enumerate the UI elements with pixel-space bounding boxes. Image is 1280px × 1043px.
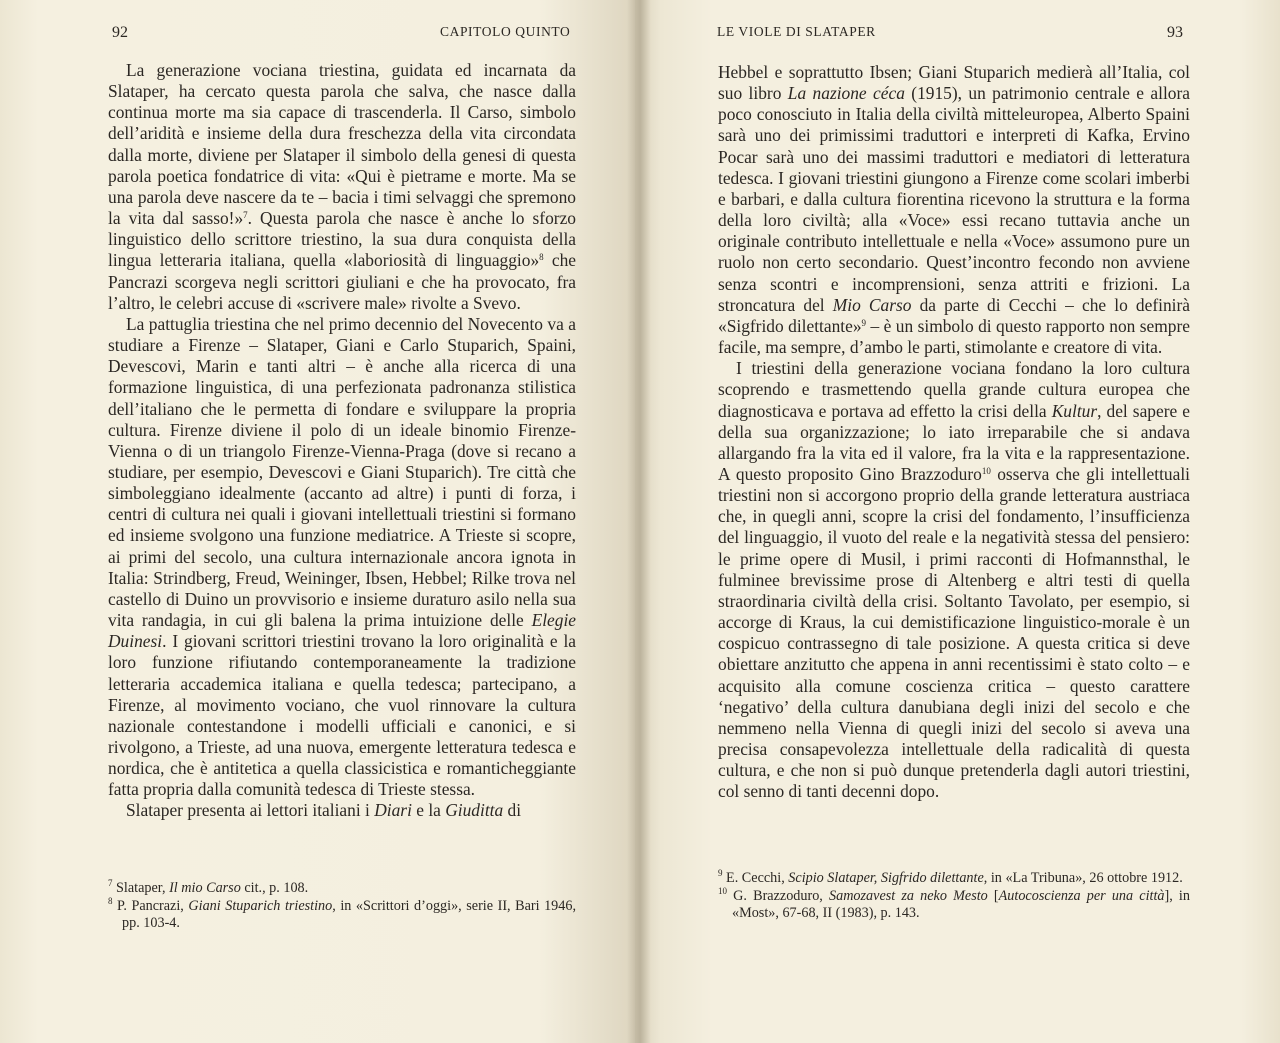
footnote: $^8$ P. Pancrazi, Giani Stuparich triestino, in «Scrittori d’oggi», serie II, Bari 1946, pp. 103-4. bbox=[108, 895, 577, 931]
left-footnotes bbox=[108, 880, 576, 933]
footnote-ref[interactable]: 9 bbox=[861, 317, 867, 328]
paragraph: La generazione vociana triestina, guidata ed incarnata da Slataper, ha cercato questa parola che salva, che nasce dalla continua morte ma sia capace di trascenderla. Il Carso, simbolo dell’aridità e insieme della dura freschezza della vita circondata dalla morte, diviene per Slataper il simbolo della genesi di questa parola poetica fondatrice di vita: «Qui è pietrame e morte. Ma se una parola deve nascere da te – bacia i timi selvaggi che spremono la vita dal sasso!»$^7$. Questa parola che nasce è anche lo sforzo linguistico dello scrittore triestino, la sua dura conquista della lingua letteraria italiana, quella «laboriosità di linguaggio»$^8$ che Pancrazi scorgeva negli scrittori giuliani e che ha provocato, fra l’altro, le celebri accuse di «scrivere male» rivolte a Svevo. bbox=[108, 60, 577, 313]
paragraph: La pattuglia triestina che nel primo decennio del Novecento va a studiare a Firenze – Slataper, Giani e Carlo Stuparich, Spaini, Devescovi, Marin e tanti altri – è anche alla ricerca di una formazione linguistica, di una perfezionata padronanza stilistica dell’italiano che le permetta di fondare e sviluppare la propria cultura. Firenze diviene il polo di un ideale binomio Firenze-Vienna o di un triangolo Firenze-Vienna-Praga (dove si recano a studiare, per esempio, Devescovi e Giani Stuparich). Tre città che simboleggiano idealmente (accanto ad altre) i punti di forza, i centri di cultura nei quali i giovani intellettuali triestini si formano ed insieme svolgono una funzione mediatrice. A Trieste si scopre, ai primi del secolo, una cultura internazionale ancora ignota in Italia: Strindberg, Freud, Weininger, Ibsen, Hebbel; Rilke trova nel castello di Duino un provvisorio e insieme duraturo asilo nella sua vita randagia, in cui gli balena la prima intuizione delle Elegie Duinesi. I giovani scrittori triestini trovano la loro originalità e la loro funzione rifiutando contemporaneamente la tradizione letteraria accademica italiana e quella tedesca; partecipano, a Firenze, al movimento vociano, che vuol rinnovare la cultura nazionale contestandone i modelli ufficiali e canonici, e si rivolgono, a Trieste, ad una nuova, emergente letteratura tedesca e nordica, che è antitetica a quella classicistica e romanticheggiante fatta propria dalla comunità tedesca di Trieste stessa. bbox=[108, 313, 576, 800]
left-running-head: CAPITOLO QUINTO bbox=[440, 24, 571, 39]
paragraph: I triestini della generazione vociana fondano la loro cultura scoprendo e trasmettendo quella grande cultura europea che diagnosticava e portava ad effetto la crisi della Kultur, del sapere e della sua organizzazione; lo iato irreparabile che si andava allargando fra la vita ed il valore, fra la vita e la rappresentazione. A questo proposito Gino Brazzoduro$^{10}$ osserva che gli intellettuali triestini non si accorgono proprio della grande letteratura austriaca che, in quegli anni, scopre la crisi del fondamento, l’insufficienza del linguaggio, il vuoto del reale e la negatività stessa del pensiero: le prime opere di Musil, i primi racconti di Hofmannsthal, le fulminee brevissime prose di Altenberg e altri testi di quella straordinaria civiltà della crisi. Soltanto Tavolato, per esempio, si accorge di Kraus, la cui demistificazione linguistico-morale è un cospicuo contrassegno di tale posizione. A questa critica si deve obiettare anzitutto che appena in anni recentissimi è stato colto – e acquisito alla comune coscienza critica – questo carattere ‘negativo’ della cultura danubiana degli inizi del secolo e che nemmeno nella Vienna di quegli inizi del secolo si aveva una precisa consapevolezza intellettuale della radicalità di questa cultura, e che non si può dunque pretenderla dagli autori triestini, col senno di tanti decenni dopo. bbox=[718, 358, 1190, 802]
paragraph: Slataper presenta ai lettori italiani i Diari e la Giuditta di bbox=[126, 800, 522, 821]
left-body-text bbox=[108, 60, 576, 822]
left-page-number: 92 bbox=[112, 24, 128, 41]
paragraph: Hebbel e soprattutto Ibsen; Giani Stuparich medierà all’Italia, col suo libro La nazione céca (1915), un patrimonio centrale e allora poco conosciuto in Italia della civiltà mitteleuropea, Alberto Spaini sarà uno dei primissimi traduttori e interpreti di Kafka, Ervino Pocar sarà uno dei massimi traduttori e mediatori di letteratura tedesca. I giovani triestini giungono a Firenze come scolari imberbi e barbari, e dalla cultura fiorentina ricevono la struttura e la forma della loro civiltà; alla «Voce» essi recano tuttavia anche un originale contributo intellettuale e nella «Voce» assumono pure un ruolo non certo secondario. Quest’incontro fecondo non avviene senza scontri e incomprensioni, senza attriti e frizioni. La stroncatura del Mio Carso da parte di Cecchi – che lo definirà «Sigfrido dilettante»$^9$ – è un simbolo di questo rapporto non sempre facile, ma sempre, d’ambo le parti, stimolante e creatore di vita. bbox=[718, 62, 1191, 358]
right-body-text bbox=[718, 62, 1190, 802]
right-page-number: 93 bbox=[1167, 24, 1183, 41]
right-running-head: LE VIOLE DI SLATAPER bbox=[717, 24, 876, 39]
footnote-ref[interactable]: 8 bbox=[539, 252, 544, 263]
footnote-ref[interactable]: 7 bbox=[243, 210, 248, 221]
footnote: $^{10}$ G. Brazzoduro, Samozavest za neko Mesto [Autocoscienza per una città], in «Most», 67-68, II (1983), p. 143. bbox=[718, 885, 1190, 921]
left-page bbox=[0, 0, 635, 1043]
right-page bbox=[635, 0, 1280, 1043]
right-footnotes bbox=[718, 870, 1190, 923]
footnote-ref[interactable]: 10 bbox=[981, 465, 991, 476]
footnote: $^9$ E. Cecchi, Scipio Slataper, Sigfrido dilettante, in «La Tribuna», 26 ottobre 1912. bbox=[718, 868, 1183, 886]
footnote: $^7$ Slataper, Il mio Carso cit., p. 108. bbox=[108, 878, 309, 896]
